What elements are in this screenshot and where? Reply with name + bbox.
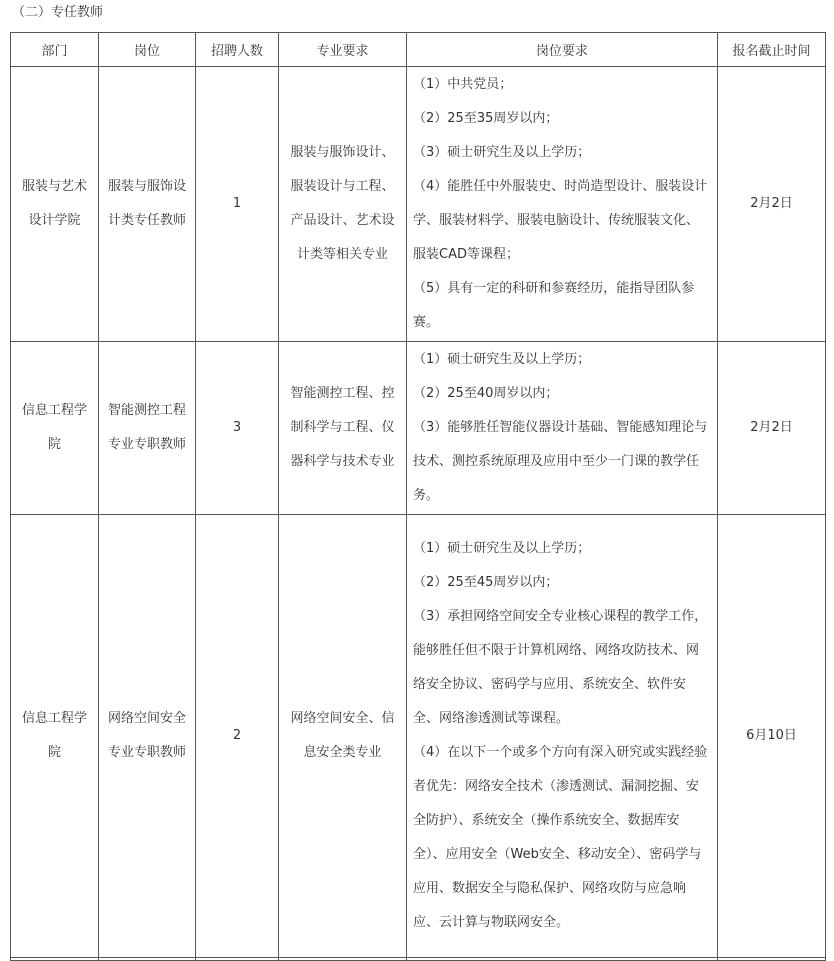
- requirement-item: （1）硕士研究生及以上学历；: [413, 541, 591, 556]
- deadline-cell: 2月2日: [718, 67, 826, 342]
- header-count: 招聘人数: [196, 33, 279, 67]
- table-row-continuation: [11, 958, 826, 961]
- table-header-row: [11, 33, 826, 67]
- requirement-item: （1）硕士研究生及以上学历；: [413, 352, 591, 367]
- requirements-cell: [407, 342, 718, 515]
- header-department: 部门: [11, 33, 99, 67]
- requirements-cell: [407, 67, 718, 342]
- table-row: [11, 342, 826, 515]
- header-deadline: 报名截止时间: [718, 33, 826, 67]
- requirement-item: （3）承担网络空间安全专业核心课程的教学工作，能够胜任但不限于计算机网络、网络攻防技术、网络安全协议、密码学与应用、系统安全、软件安全、网络渗透测试等课程。: [413, 609, 708, 726]
- requirement-item: （3）硕士研究生及以上学历；: [413, 145, 591, 160]
- requirement-item: （4）能胜任中外服装史、时尚造型设计、服装设计学、服装材料学、服装电脑设计、传统服装文化、服装CAD等课程；: [413, 179, 708, 262]
- recruitment-table: [10, 32, 826, 961]
- deadline-cell: 6月10日: [718, 515, 826, 958]
- requirement-item: （4）在以下一个或多个方向有深入研究或实践经验者优先：网络安全技术（渗透测试、漏洞挖掘、安全防护）、系统安全（操作系统安全、数据库安全）、应用安全（Web安全、移动安全）、密码学与应用、数据安全与隐私保护、网络攻防与应急响应、云计算与物联网安全。: [413, 745, 708, 930]
- requirements-cell: [407, 515, 718, 958]
- header-position: 岗位: [99, 33, 196, 67]
- table-row: [11, 515, 826, 958]
- major-cell: 服装与服饰设计、服装设计与工程、产品设计、艺术设计类等相关专业: [279, 67, 407, 342]
- header-requirements: 岗位要求: [407, 33, 718, 67]
- deadline-cell: 2月2日: [718, 342, 826, 515]
- position-cell: 智能测控工程专业专职教师: [99, 342, 196, 515]
- requirement-item: （2）25至45周岁以内；: [413, 575, 559, 590]
- count-cell: 2: [196, 515, 279, 958]
- requirement-item: （1）中共党员；: [413, 77, 513, 92]
- count-cell: 1: [196, 67, 279, 342]
- position-cell: 网络空间安全专业专职教师: [99, 515, 196, 958]
- requirement-item: （5）具有一定的科研和参赛经历，能指导团队参赛。: [413, 281, 695, 330]
- requirement-item: （2）25至35周岁以内；: [413, 111, 559, 126]
- department-cell: 服装与艺术设计学院: [11, 67, 99, 342]
- header-major: 专业要求: [279, 33, 407, 67]
- department-cell: 信息工程学院: [11, 342, 99, 515]
- major-cell: 网络空间安全、信息安全类专业: [279, 515, 407, 958]
- requirement-item: （2）25至40周岁以内；: [413, 386, 559, 401]
- department-cell: 信息工程学院: [11, 515, 99, 958]
- major-cell: 智能测控工程、控制科学与工程、仪器科学与技术专业: [279, 342, 407, 515]
- section-title: （二）专任教师: [12, 5, 104, 20]
- requirement-item: （3）能够胜任智能仪器设计基础、智能感知理论与技术、测控系统原理及应用中至少一门课的教学任务。: [413, 420, 708, 503]
- position-cell: 服装与服饰设计类专任教师: [99, 67, 196, 342]
- count-cell: 3: [196, 342, 279, 515]
- table-row: [11, 67, 826, 342]
